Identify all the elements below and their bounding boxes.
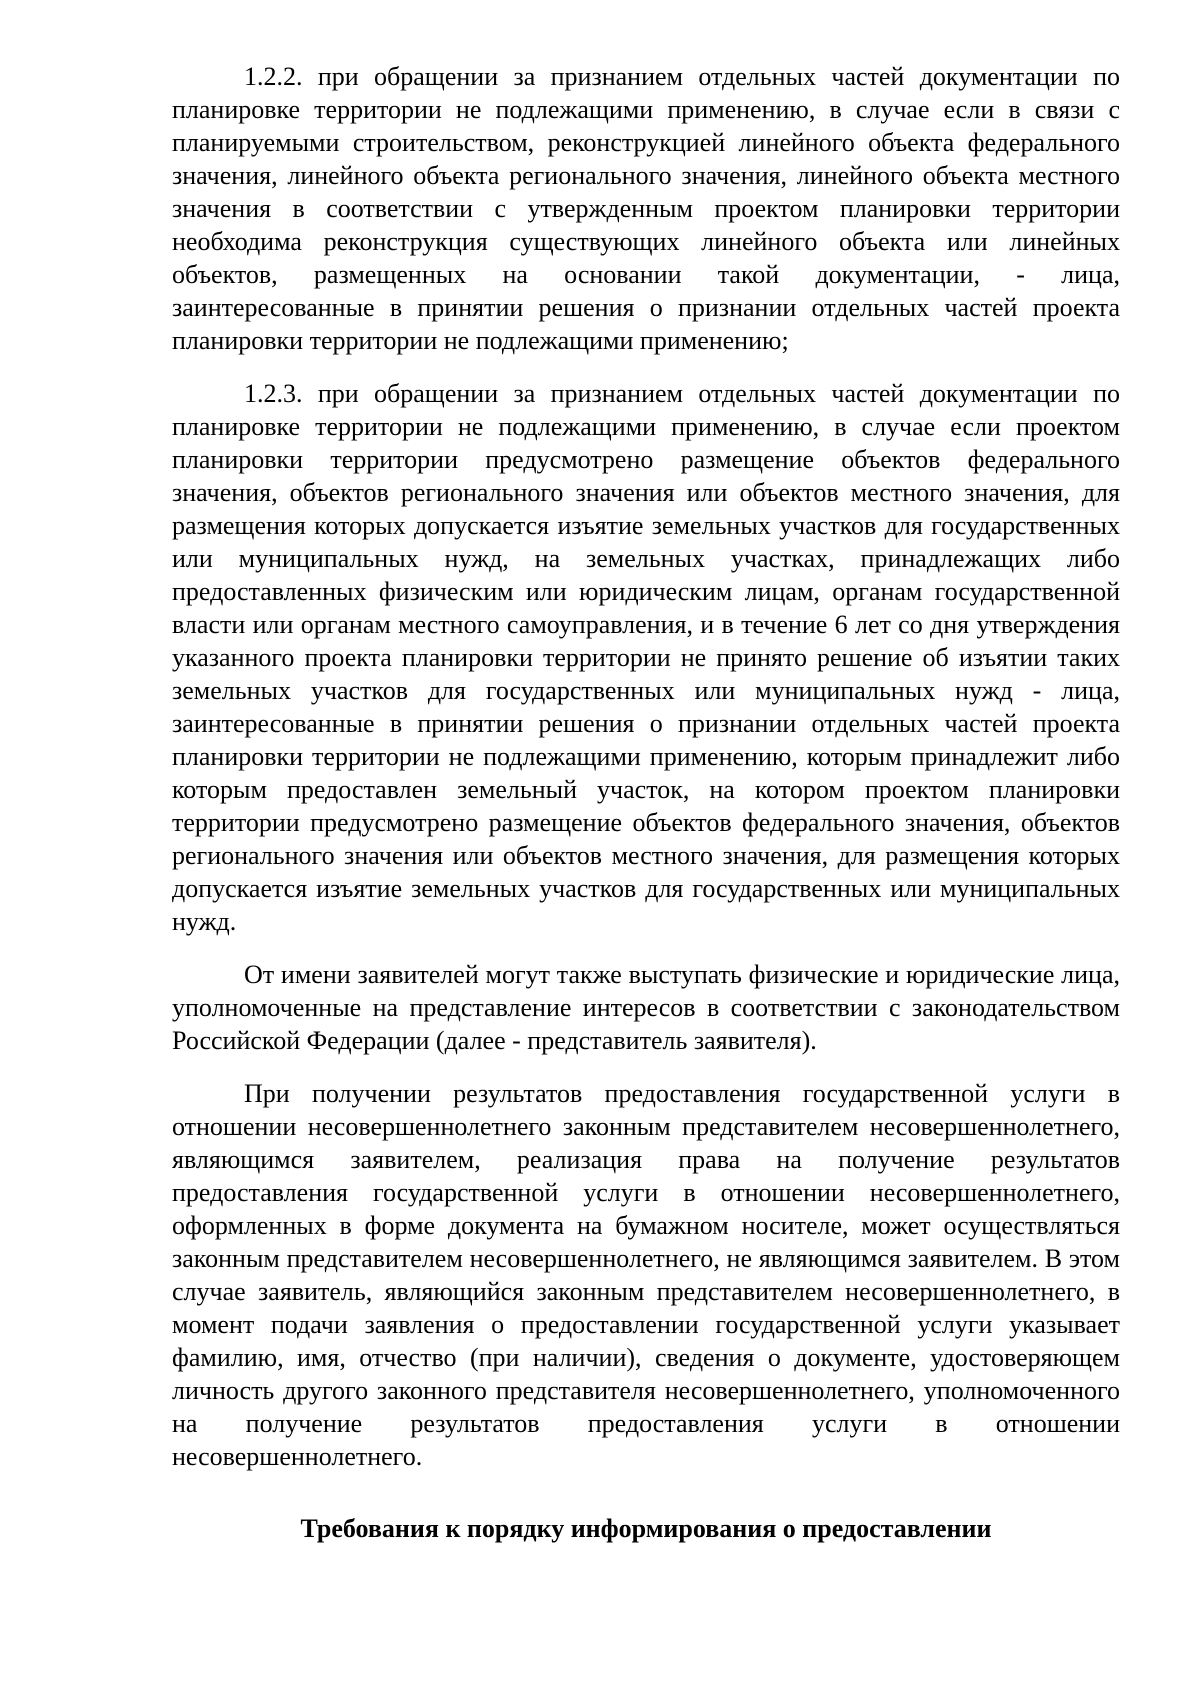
paragraph-minor-results: При получении результатов предоставления государственной услуги в отношении несовершеннолетнего законным представителем несовершеннолетнего, являющимся заявителем, реализация права на получение результатов предоставления государственной услуги в отношении несовершеннолетнего, оформленных в форме документа на бумажном носителе, может осуществляться законным представителем несовершеннолетнего, не являющимся заявителем. В этом случае заявитель, являющийся законным представителем несовершеннолетнего, в момент подачи заявления о предоставлении государственной услуги указывает фамилию, имя, отчество (при наличии), сведения о документе, удостоверяющем личность другого законного представителя несовершеннолетнего, уполномоченного на получение результатов предоставления услуги в отношении несовершеннолетнего.	[172, 1079, 1120, 1471]
document-page	[172, 60, 1120, 1545]
paragraph-representative: От имени заявителей могут также выступать физические и юридические лица, уполномоченные на представление интересов в соответствии с законодательством Российской Федерации (далее - представитель заявителя).	[172, 960, 1120, 1055]
paragraph-1-2-3: 1.2.3. при обращении за признанием отдельных частей документации по планировке территории не подлежащими применению, в случае если проектом планировки территории предусмотрено размещение объектов федерального значения, объектов регионального значения или объектов местного значения, для размещения которых допускается изъятие земельных участков для государственных или муниципальных нужд, на земельных участках, принадлежащих либо предоставленных физическим или юридическим лицам, органам государственной власти или органам местного самоуправления, и в течение 6 лет со дня утверждения указанного проекта планировки территории не принято решение об изъятии таких земельных участков для государственных или муниципальных нужд - лица, заинтересованные в принятии решения о признании отдельных частей проекта планировки территории не подлежащими применению, которым принадлежит либо которым предоставлен земельный участок, на котором проектом планировки территории предусмотрено размещение объектов федерального значения, объектов регионального значения или объектов местного значения, для размещения которых допускается изъятие земельных участков для государственных или муниципальных нужд.	[172, 379, 1120, 936]
paragraph-1-2-2: 1.2.2. при обращении за признанием отдельных частей документации по планировке территории не подлежащими применению, в случае если в связи с планируемыми строительством, реконструкцией линейного объекта федерального значения, линейного объекта регионального значения, линейного объекта местного значения в соответствии с утвержденным проектом планировки территории необходима реконструкция существующих линейного объекта или линейных объектов, размещенных на основании такой документации, - лица, заинтересованные в принятии решения о признании отдельных частей проекта планировки территории не подлежащими применению;	[172, 62, 1120, 355]
section-heading: Требования к порядку информирования о предоставлении	[300, 1514, 992, 1543]
